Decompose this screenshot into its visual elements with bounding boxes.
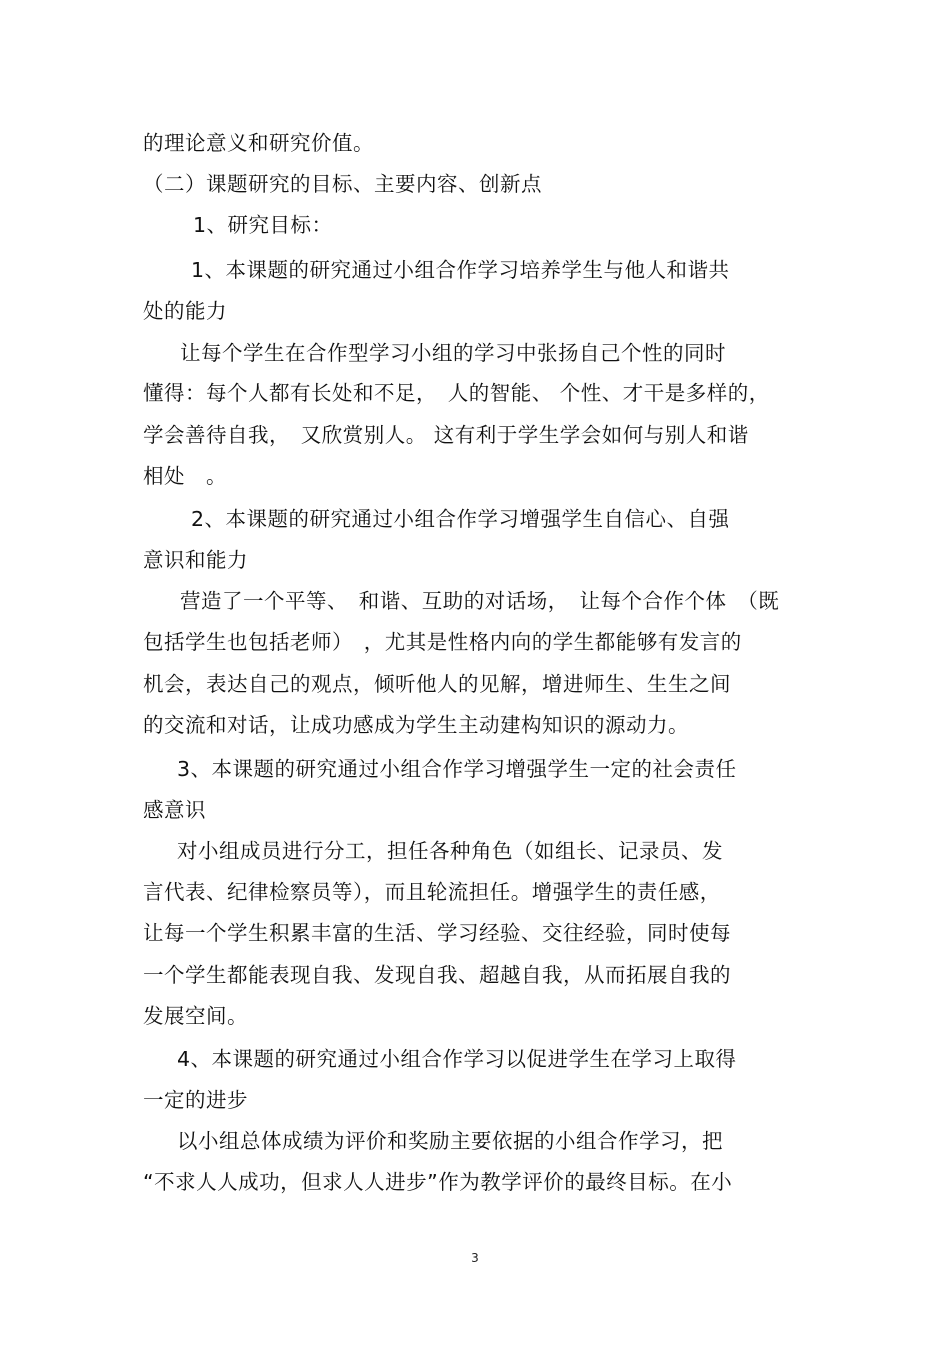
goal-heading: 1、本课题的研究通过小组合作学习培养学生与他人和谐共 (191, 258, 730, 282)
text-line: 的理论意义和研究价值。 (143, 131, 374, 155)
goal-heading-continued: 一定的进步 (143, 1088, 248, 1112)
paragraph-line: 包括学生也包括老师） ，尤其是性格内向的学生都能够有发言的 (143, 630, 742, 654)
paragraph-line: 机会，表达自己的观点，倾听他人的见解，增进师生、生生之间 (143, 672, 731, 696)
paragraph-line: 营造了一个平等、 和谐、互助的对话场， 让每个合作个体 （既 (180, 589, 780, 613)
paragraph-line: 一个学生都能表现自我、发现自我、超越自我，从而拓展自我的 (143, 963, 731, 987)
paragraph-line: 学会善待自我， 又欣赏别人。 这有利于学生学会如何与别人和谐 (143, 423, 749, 447)
paragraph-line: 以小组总体成绩为评价和奖励主要依据的小组合作学习，把 (177, 1129, 723, 1153)
goal-heading: 3、本课题的研究通过小组合作学习增强学生一定的社会责任 (177, 757, 737, 781)
subsection-heading: 1、研究目标： (193, 213, 333, 237)
goal-heading: 4、本课题的研究通过小组合作学习以促进学生在学习上取得 (177, 1047, 737, 1071)
goal-heading-continued: 感意识 (143, 798, 206, 822)
goal-heading-continued: 处的能力 (143, 299, 227, 323)
paragraph-line: 言代表、纪律检察员等），而且轮流担任。增强学生的责任感， (143, 880, 721, 904)
paragraph-line: 对小组成员进行分工，担任各种角色（如组长、记录员、发 (177, 839, 723, 863)
goal-heading-continued: 意识和能力 (143, 548, 248, 572)
paragraph-line: 懂得：每个人都有长处和不足， 人的智能、 个性、才干是多样的， (143, 381, 770, 405)
section-heading: （二）课题研究的目标、主要内容、创新点 (143, 172, 542, 196)
paragraph-line: 的交流和对话，让成功感成为学生主动建构知识的源动力。 (143, 713, 689, 737)
paragraph-line: 相处 。 (143, 464, 227, 488)
paragraph-line: 让每个学生在合作型学习小组的学习中张扬自己个性的同时 (180, 341, 726, 365)
paragraph-line: 发展空间。 (143, 1004, 248, 1028)
page-number: 3 (471, 1251, 479, 1265)
goal-heading: 2、本课题的研究通过小组合作学习增强学生自信心、自强 (191, 507, 730, 531)
paragraph-line: 让每一个学生积累丰富的生活、学习经验、交往经验，同时使每 (143, 921, 731, 945)
paragraph-line: “不求人人成功，但求人人进步”作为教学评价的最终目标。在小 (143, 1170, 733, 1194)
